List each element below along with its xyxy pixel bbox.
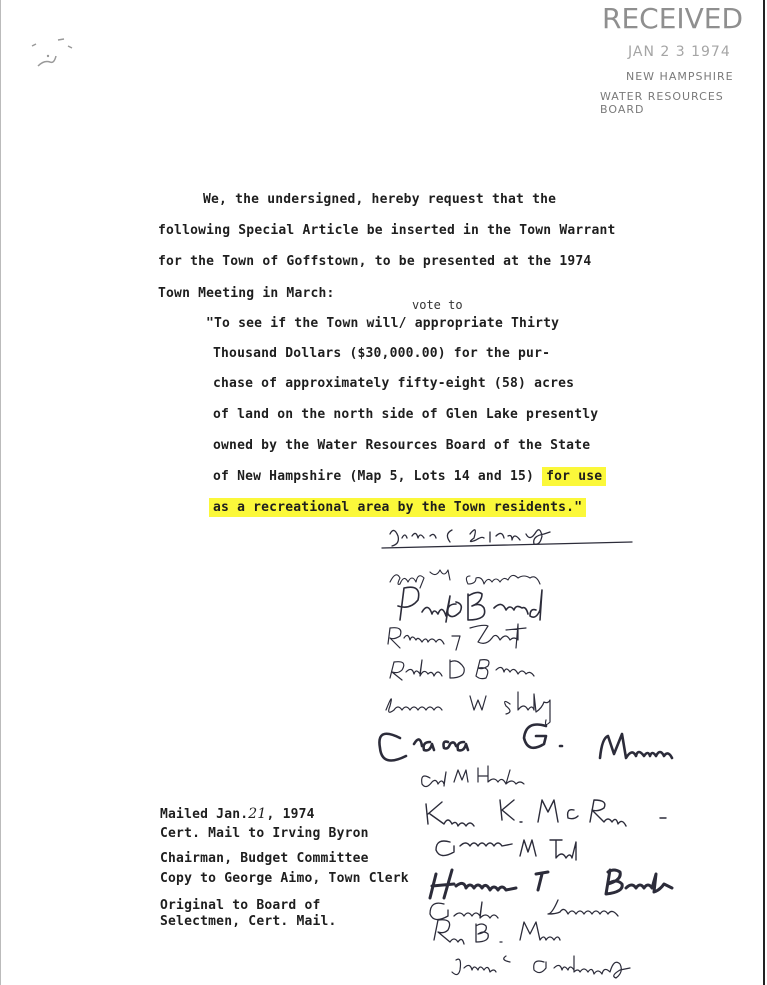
scan-smudge: [28, 36, 78, 74]
mailed-prefix: Mailed Jan.: [160, 807, 249, 822]
mailed-line-2: Chairman, Budget Committee: [160, 851, 369, 866]
highlighted-text: for use: [542, 467, 606, 486]
page-edge-right: [763, 0, 765, 985]
signature-5: [390, 660, 534, 680]
signature-1: [382, 530, 632, 548]
body-line-1: We, the undersigned, hereby request that the: [203, 192, 557, 207]
handwritten-insertion: vote to: [412, 298, 463, 312]
signature-7: [379, 725, 672, 761]
signature-3: [398, 587, 542, 622]
body-line-4: Town Meeting in March:: [158, 286, 335, 301]
signature-10: [436, 840, 576, 860]
stamp-title: RECEIVED: [602, 2, 744, 35]
signature-14: [452, 956, 630, 978]
signature-4: [388, 624, 526, 650]
signature-13: [434, 920, 560, 944]
mailed-line-1: Cert. Mail to Irving Byron: [160, 826, 369, 841]
article-line-4: of land on the north side of Glen Lake presently: [213, 407, 599, 422]
mailed-suffix: , 1974: [266, 807, 315, 822]
signature-6: [386, 692, 550, 725]
mailed-line-6: Selectmen, Cert. Mail.: [160, 914, 337, 929]
mailed-date-line: [160, 806, 315, 822]
article-line-6: [213, 469, 606, 484]
body-line-3: for the Town of Goffstown, to be presented at the 1974: [158, 254, 592, 269]
signature-9: [426, 800, 666, 826]
article-line-5: owned by the Water Resources Board of the State: [213, 438, 591, 453]
signature-8: [422, 766, 524, 787]
stamp-org-line1: NEW HAMPSHIRE: [626, 70, 734, 83]
mailed-day: 21: [248, 806, 267, 822]
article-line-3: chase of approximately fifty-eight (58) acres: [213, 376, 575, 391]
mailed-line-3: Copy to George Aimo, Town Clerk: [160, 871, 409, 886]
mailed-line-5: Original to Board of: [160, 898, 321, 913]
article-line-7: [209, 500, 586, 515]
stamp-org-line2: WATER RESOURCES BOARD: [600, 90, 724, 116]
signatures-block: [360, 520, 760, 985]
signature-2: [390, 570, 540, 588]
page-edge-left: [0, 0, 1, 985]
article-line-2: Thousand Dollars ($30,000.00) for the pur-: [213, 346, 551, 361]
article-line-1: "To see if the Town will/ appropriate Thirty: [206, 316, 560, 331]
signature-11: [430, 870, 672, 898]
highlighted-text: as a recreational area by the Town residents.": [209, 498, 586, 517]
article-line-6-text: of New Hampshire (Map 5, Lots 14 and 15): [213, 469, 535, 484]
body-line-2: following Special Article be inserted in the Town Warrant: [158, 223, 616, 238]
handwritten-signatures: [360, 520, 760, 985]
signature-12: [430, 900, 618, 920]
stamp-date: JAN 2 3 1974: [628, 44, 731, 60]
